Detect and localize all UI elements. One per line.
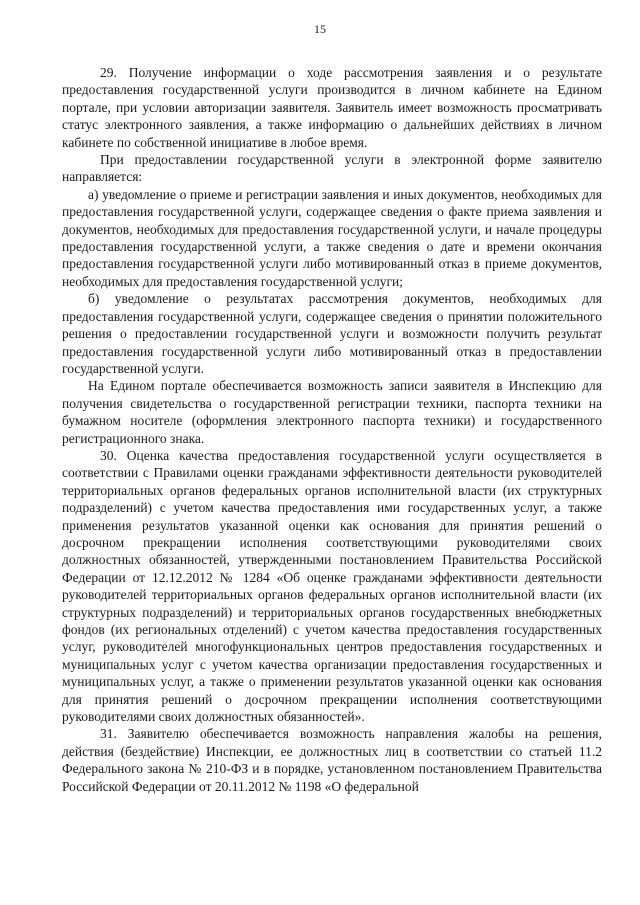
paragraph-item-b-result-notice: б) уведомление о результатах рассмотрения документов, необходимых для предоставления государственной услуги, содержащее сведения о принятии положительного решения о предоставлении государственной услуги и возможности получить результат предоставления государственной услуги либо мотивированный отказ в предоставлении государственной услуги. — [62, 291, 602, 376]
document-body — [62, 64, 602, 795]
paragraph-31-complaint: 31. Заявителю обеспечивается возможность направления жалобы на решения, действия (бездействие) Инспекции, ее должностных лиц в соответствии со статьей 11.2 Федерального закона № 210-ФЗ и в порядке, установленном постановлением Правительства Российской Федерации от 20.11.2012 № 1198 «О федеральной — [62, 726, 602, 794]
paragraph-item-a-acceptance-notice: а) уведомление о приеме и регистрации заявления и иных документов, необходимых для предоставления государственной услуги, содержащее сведения о факте приема заявления и документов, необходимых для предоставления государственной услуги, и начале процедуры предоставления государственной услуги, а также сведения о дате и времени окончания предоставления государственной услуги либо мотивированный отказ в приеме документов, необходимых для предоставления государственной услуги; — [62, 186, 602, 289]
paragraph-30-quality-assessment: 30. Оценка качества предоставления государственной услуги осуществляется в соответствии с Правилами оценки гражданами эффективности деятельности руководителей территориальных органов федеральных органов исполнительной власти (их структурных подразделений) с учетом качества предоставления ими государственных услуг, а также применения результатов указанной оценки как основания для принятия решений о досрочном прекращении исполнения соответствующими руководителями своих должностных обязанностей, утвержденными постановлением Правительства Российской Федерации от 12.12.2012 № 1284 «Об оценке гражданами эффективности деятельности руководителей территориальных органов федеральных органов исполнительной власти (их структурных подразделений) и территориальных органов государственных внебюджетных фондов (их региональных отделений) с учетом качества предоставления государственных услуг, руководителей многофункциональных центров предоставления государственных и муниципальных услуг с учетом качества организации предоставления государственных и муниципальных услуг, а также о применении результатов указанной оценки как основания для принятия решений о досрочном прекращении исполнения соответствующими руководителями своих должностных обязанностей». — [62, 447, 602, 725]
page-number: 15 — [314, 22, 326, 36]
paragraph-29-status-info: 29. Получение информации о ходе рассмотрения заявления и о результате предоставления государственной услуги производится в личном кабинете на Едином портале, при условии авторизации заявителя. Заявитель имеет возможность просматривать статус электронного заявления, а также информацию о дальнейших действиях в личном кабинете по собственной инициативе в любое время. — [62, 65, 602, 150]
paragraph-electronic-form-intro: При предоставлении государственной услуги в электронной форме заявителю направляется: — [62, 152, 602, 185]
paragraph-portal-appointment: На Едином портале обеспечивается возможность записи заявителя в Инспекцию для получения свидетельства о государственной регистрации техники, паспорта техники на бумажном носителе (оформления электронного паспорта техники) и государственного регистрационного знака. — [62, 378, 602, 446]
